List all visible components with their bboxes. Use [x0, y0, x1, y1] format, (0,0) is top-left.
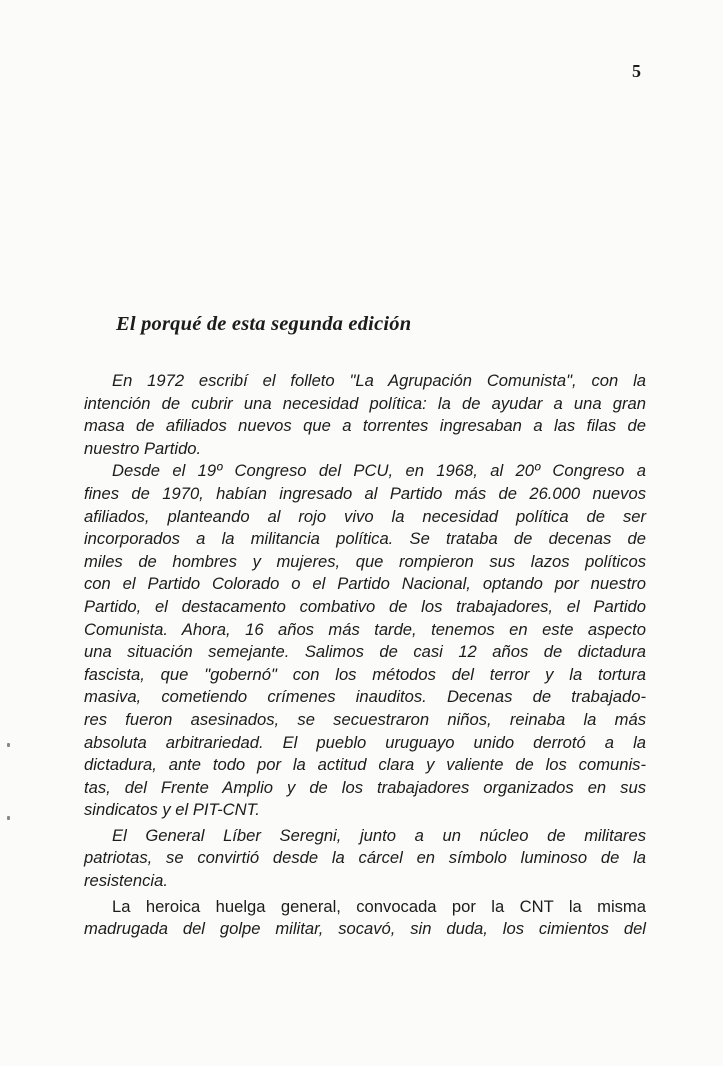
text-line: tas, del Frente Amplio y de los trabajadores organizados en sus: [84, 777, 646, 797]
text-line: Desde el 19º Congreso del PCU, en 1968, al 20º Congreso a: [112, 461, 646, 481]
text-line: una situación semejante. Salimos de casi 12 años de dictadura: [84, 642, 646, 662]
text-line: El General Líber Seregni, junto a un núcleo de militares: [112, 825, 646, 845]
text-line: intención de cubrir una necesidad política: la de ayudar a una gran: [84, 393, 646, 413]
text-line: La heroica huelga general, convocada por la CNT la misma: [112, 896, 646, 916]
text-line: incorporados a la militancia política. Se trataba de decenas de: [84, 529, 646, 549]
text-line: Comunista. Ahora, 16 años más tarde, tenemos en este aspecto: [84, 619, 646, 639]
text-line: masa de afiliados nuevos que a torrentes ingresaban a las filas de: [84, 416, 646, 436]
margin-speck: [7, 743, 10, 747]
text-line: En 1972 escribí el folleto "La Agrupación Comunista", con la: [112, 371, 646, 390]
text-line: nuestro Partido.: [84, 438, 202, 458]
text-line: patriotas, se convirtió desde la cárcel en símbolo luminoso de la: [84, 848, 646, 868]
section-heading: El porqué de esta segunda edición: [116, 313, 412, 335]
paragraph: [84, 370, 646, 460]
text-line: sindicatos y el PIT-CNT.: [84, 800, 260, 820]
text-line: con el Partido Colorado o el Partido Nacional, optando por nuestro: [84, 574, 646, 594]
text-line: afiliados, planteando al rojo vivo la necesidad política de ser: [84, 506, 646, 526]
paragraph: [84, 825, 646, 893]
text-line: fines de 1970, habían ingresado al Partido más de 26.000 nuevos: [84, 483, 646, 503]
text-line: fascista, que "gobernó" con los métodos del terror y la tortura: [84, 664, 646, 684]
paragraph: [84, 460, 646, 822]
margin-speck: [7, 816, 10, 820]
text-line: masiva, cometiendo crímenes inauditos. Decenas de trabajado-: [84, 687, 646, 707]
text-line: dictadura, ante todo por la actitud clara y valiente de los comunis-: [84, 755, 646, 775]
text-line: resistencia.: [84, 871, 168, 891]
text-line: miles de hombres y mujeres, que rompieron sus lazos políticos: [84, 551, 646, 571]
text-line: Partido, el destacamento combativo de los trabajadores, el Partido: [84, 596, 646, 616]
body-text: [84, 370, 646, 941]
text-line: absoluta arbitrariedad. El pueblo uruguayo unido derrotó a la: [84, 732, 646, 752]
text-line: res fueron asesinados, se secuestraron niños, reinaba la más: [84, 709, 646, 729]
page-number: 5: [632, 61, 641, 81]
paragraph: [84, 896, 646, 941]
text-line: madrugada del golpe militar, socavó, sin duda, los cimientos del: [84, 919, 646, 939]
